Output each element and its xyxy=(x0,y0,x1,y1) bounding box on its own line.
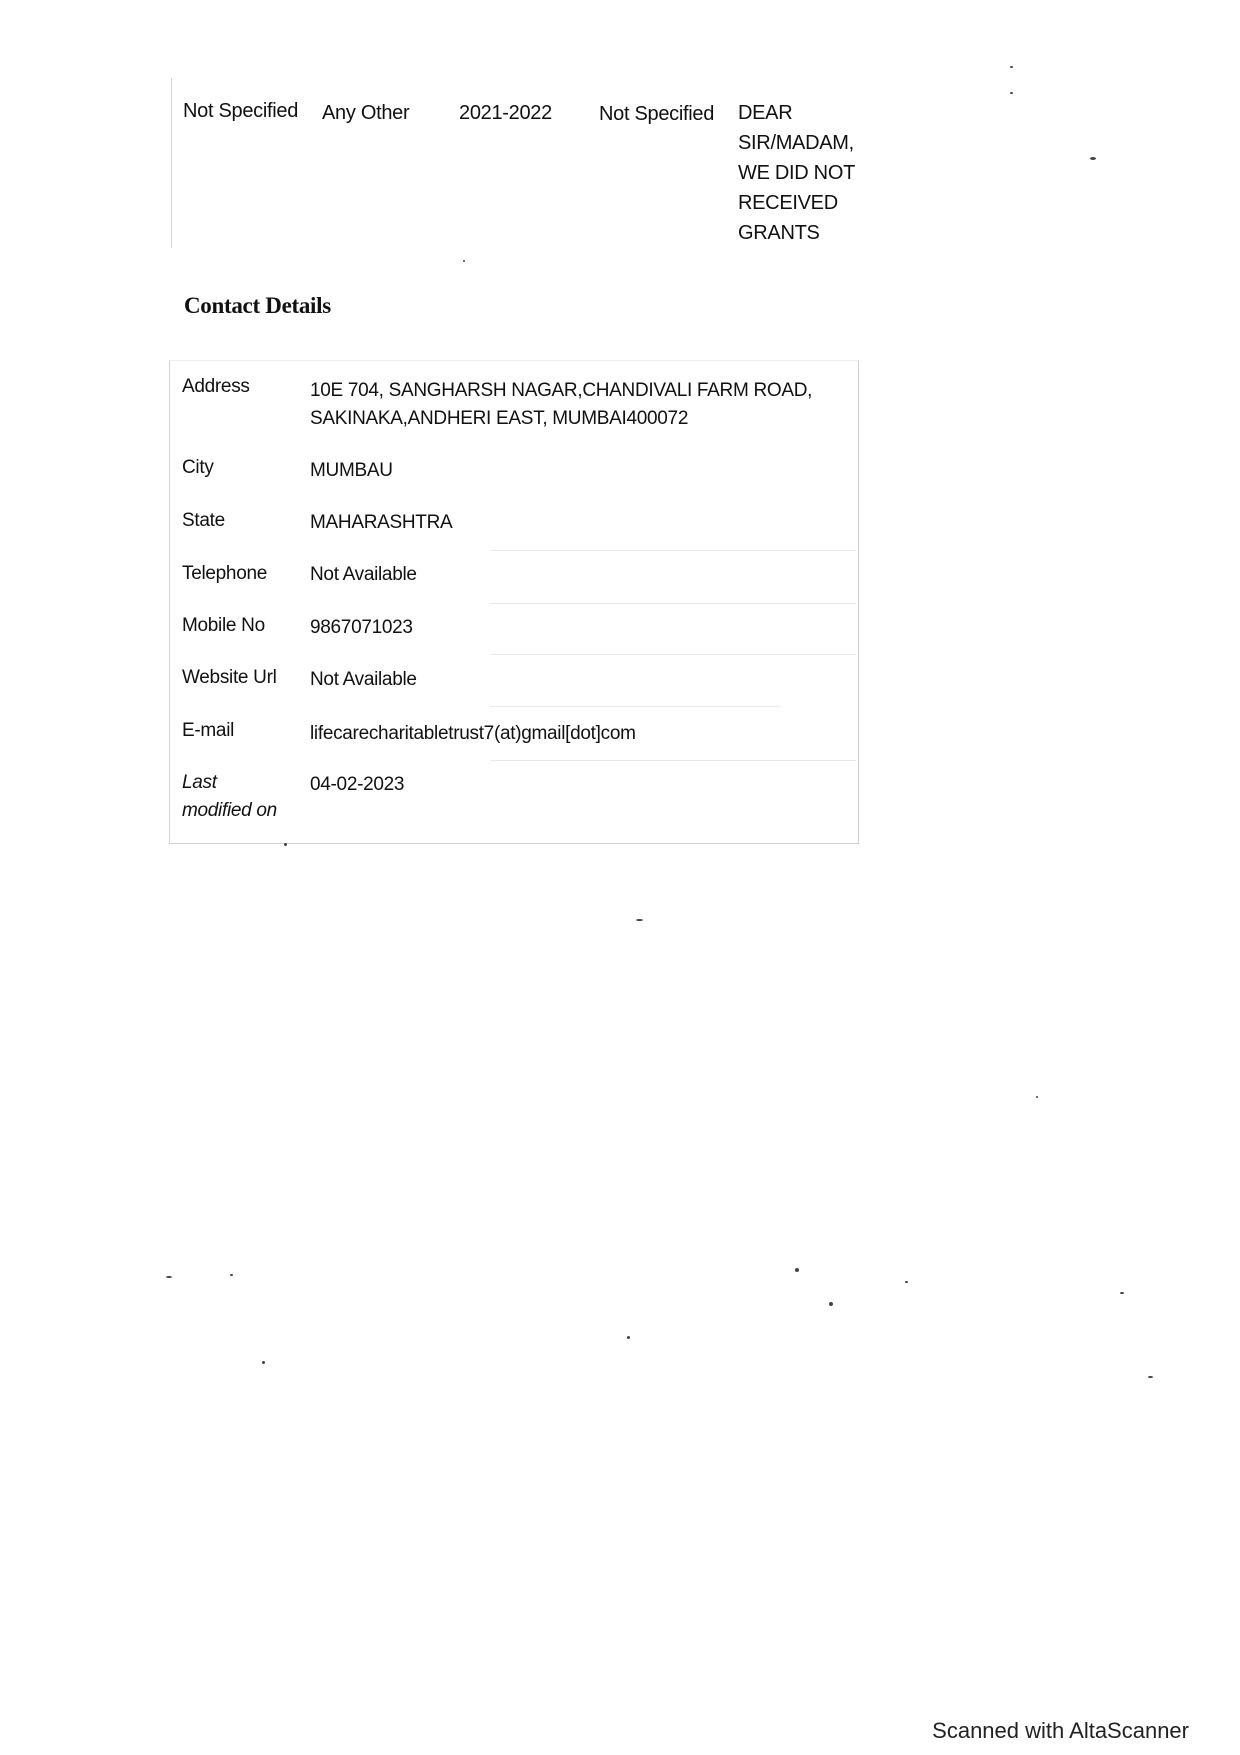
remarks-line: DEAR xyxy=(738,102,793,124)
row-divider xyxy=(490,654,856,655)
mobile-value: 9867071023 xyxy=(310,617,413,638)
scanner-watermark: Scanned with AltaScanner xyxy=(932,1718,1189,1743)
row-divider xyxy=(490,603,856,604)
last-modified-label xyxy=(182,769,277,825)
scan-speck xyxy=(230,1274,233,1276)
table-left-border xyxy=(171,78,172,248)
scan-speck xyxy=(627,1336,630,1339)
address-value xyxy=(310,377,870,433)
scan-speck xyxy=(1010,92,1013,94)
grant-type: Any Other xyxy=(322,102,410,124)
scan-speck xyxy=(1036,1096,1038,1098)
remarks-line: WE DID NOT xyxy=(738,162,855,184)
scan-speck xyxy=(905,1281,908,1283)
row-divider xyxy=(490,760,856,761)
grant-source: Not Specified xyxy=(183,100,299,122)
scan-speck xyxy=(463,260,465,262)
website-value: Not Available xyxy=(310,669,417,690)
city-label: City xyxy=(182,457,214,478)
scan-speck xyxy=(166,1276,172,1278)
grant-year: 2021-2022 xyxy=(459,102,552,124)
last-modified-value: 04-02-2023 xyxy=(310,774,405,795)
scan-speck xyxy=(636,919,643,921)
scan-speck xyxy=(829,1302,833,1306)
scan-speck xyxy=(1090,157,1096,160)
address-label: Address xyxy=(182,376,250,397)
email-value: lifecarecharitabletrust7(at)gmail[dot]com xyxy=(310,723,636,744)
telephone-value: Not Available xyxy=(310,564,417,585)
address-line: SAKINAKA,ANDHERI EAST, MUMBAI400072 xyxy=(310,408,689,429)
address-line: 10E 704, SANGHARSH NAGAR,CHANDIVALI FARM ROAD, xyxy=(310,380,813,401)
grant-remarks xyxy=(738,98,878,248)
city-value: MUMBAU xyxy=(310,460,393,481)
scan-speck xyxy=(262,1361,265,1364)
row-divider xyxy=(490,706,780,707)
last-modified-label-line: modified on xyxy=(182,800,277,821)
remarks-line: SIR/MADAM, xyxy=(738,132,854,154)
remarks-line: RECEIVED xyxy=(738,192,838,214)
contact-details-heading: Contact Details xyxy=(184,293,331,318)
scan-speck xyxy=(284,843,287,846)
state-label: State xyxy=(182,510,225,531)
state-value: MAHARASHTRA xyxy=(310,512,453,533)
email-label: E-mail xyxy=(182,720,235,741)
scan-speck xyxy=(795,1268,799,1272)
website-label: Website Url xyxy=(182,667,277,688)
scan-speck xyxy=(1120,1292,1124,1294)
row-divider xyxy=(490,550,856,551)
telephone-label: Telephone xyxy=(182,563,267,584)
last-modified-label-line: Last xyxy=(182,772,217,793)
remarks-line: GRANTS xyxy=(738,222,820,244)
scan-speck xyxy=(1010,66,1013,68)
scan-speck xyxy=(1148,1376,1153,1378)
grant-amount: Not Specified xyxy=(599,103,715,125)
mobile-label: Mobile No xyxy=(182,615,265,636)
